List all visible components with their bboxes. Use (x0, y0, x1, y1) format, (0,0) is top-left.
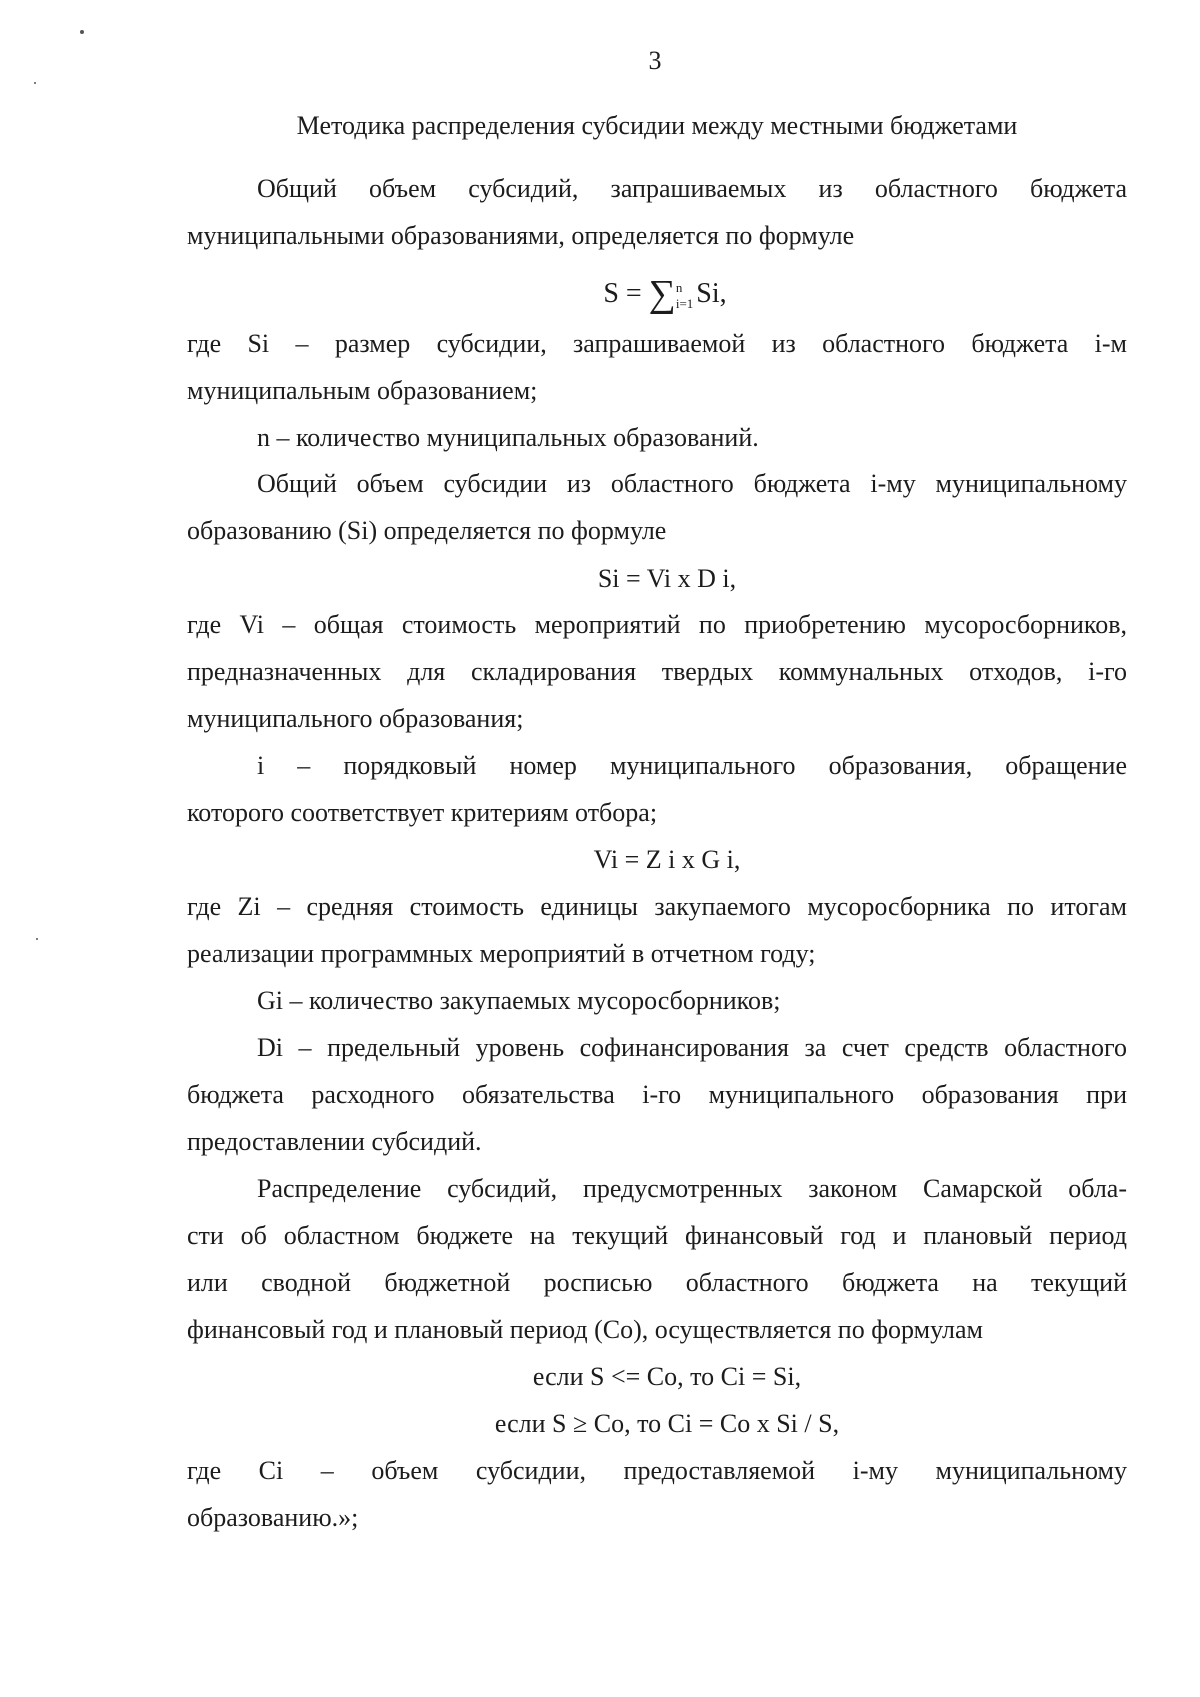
scan-speck (36, 938, 38, 940)
paragraph-line: где Vi – общая стоимость мероприятий по приобретению мусоросборников, (187, 610, 1127, 639)
paragraph-line: где Zi – средняя стоимость единицы закупаемого мусоросборника по итогам (187, 892, 1127, 921)
paragraph-line: i – порядковый номер муниципального образования, обращение (257, 751, 1127, 780)
paragraph-line: предоставлении субсидий. (187, 1127, 482, 1156)
paragraph-line: образованию (Si) определяется по формуле (187, 516, 667, 545)
paragraph-line: Общий объем субсидий, запрашиваемых из областного бюджета (257, 174, 1127, 203)
sum-lower-limit: i=1 (675, 296, 694, 311)
formula-lhs: S = (603, 278, 642, 309)
paragraph-line: финансовый год и плановый период (Со), осуществляется по формулам (187, 1315, 983, 1344)
formula-ci-case2: если S ≥ Со, то Ci = Со x Si / S, (494, 1409, 840, 1438)
paragraph-line: где Si – размер субсидии, запрашиваемой из областного бюджета i-м (187, 329, 1127, 358)
formula-ci-case1: если S <= Со, то Ci = Si, (532, 1362, 802, 1391)
formula-vi: Vi = Z i x G i, (593, 845, 741, 874)
paragraph-line: образованию.»; (187, 1503, 359, 1532)
formula-rhs: Si, (696, 278, 727, 309)
paragraph-line: где Ci – объем субсидии, предоставляемой i-му муниципальному (187, 1456, 1127, 1485)
sigma-symbol: ∑ (648, 273, 676, 315)
paragraph-line: которого соответствует критериям отбора; (187, 798, 658, 827)
formula-si: Si = Vi x D i, (597, 564, 737, 593)
scan-speck (80, 30, 84, 34)
paragraph-line: предназначенных для складирования твердых коммунальных отходов, i-го (187, 657, 1127, 686)
formula-total-subsidy (0, 272, 1200, 316)
paragraph-line: Di – предельный уровень софинансирования за счет средств областного (257, 1033, 1127, 1062)
paragraph-line: или сводной бюджетной росписью областного бюджета на текущий (187, 1268, 1127, 1297)
page-number: 3 (648, 46, 662, 75)
paragraph-line: муниципального образования; (187, 704, 524, 733)
paragraph-line: муниципальными образованиями, определяется по формуле (187, 221, 855, 250)
paragraph-line: Общий объем субсидии из областного бюджета i-му муниципальному (257, 469, 1127, 498)
paragraph-line: реализации программных мероприятий в отчетном году; (187, 939, 816, 968)
page-title: Методика распределения субсидии между местными бюджетами (296, 111, 1018, 140)
paragraph-line: бюджета расходного обязательства i-го муниципального образования при (187, 1080, 1127, 1109)
paragraph-line: сти об областном бюджете на текущий финансовый год и плановый период (187, 1221, 1127, 1250)
paragraph-line: Распределение субсидий, предусмотренных законом Самарской обла- (257, 1174, 1127, 1203)
scan-speck (34, 82, 36, 84)
paragraph-line: n – количество муниципальных образований. (257, 423, 759, 452)
paragraph-line: муниципальным образованием; (187, 376, 538, 405)
sum-limits (676, 280, 693, 312)
paragraph-line: Gi – количество закупаемых мусоросборников; (257, 986, 781, 1015)
sum-upper-limit: n (675, 280, 683, 295)
